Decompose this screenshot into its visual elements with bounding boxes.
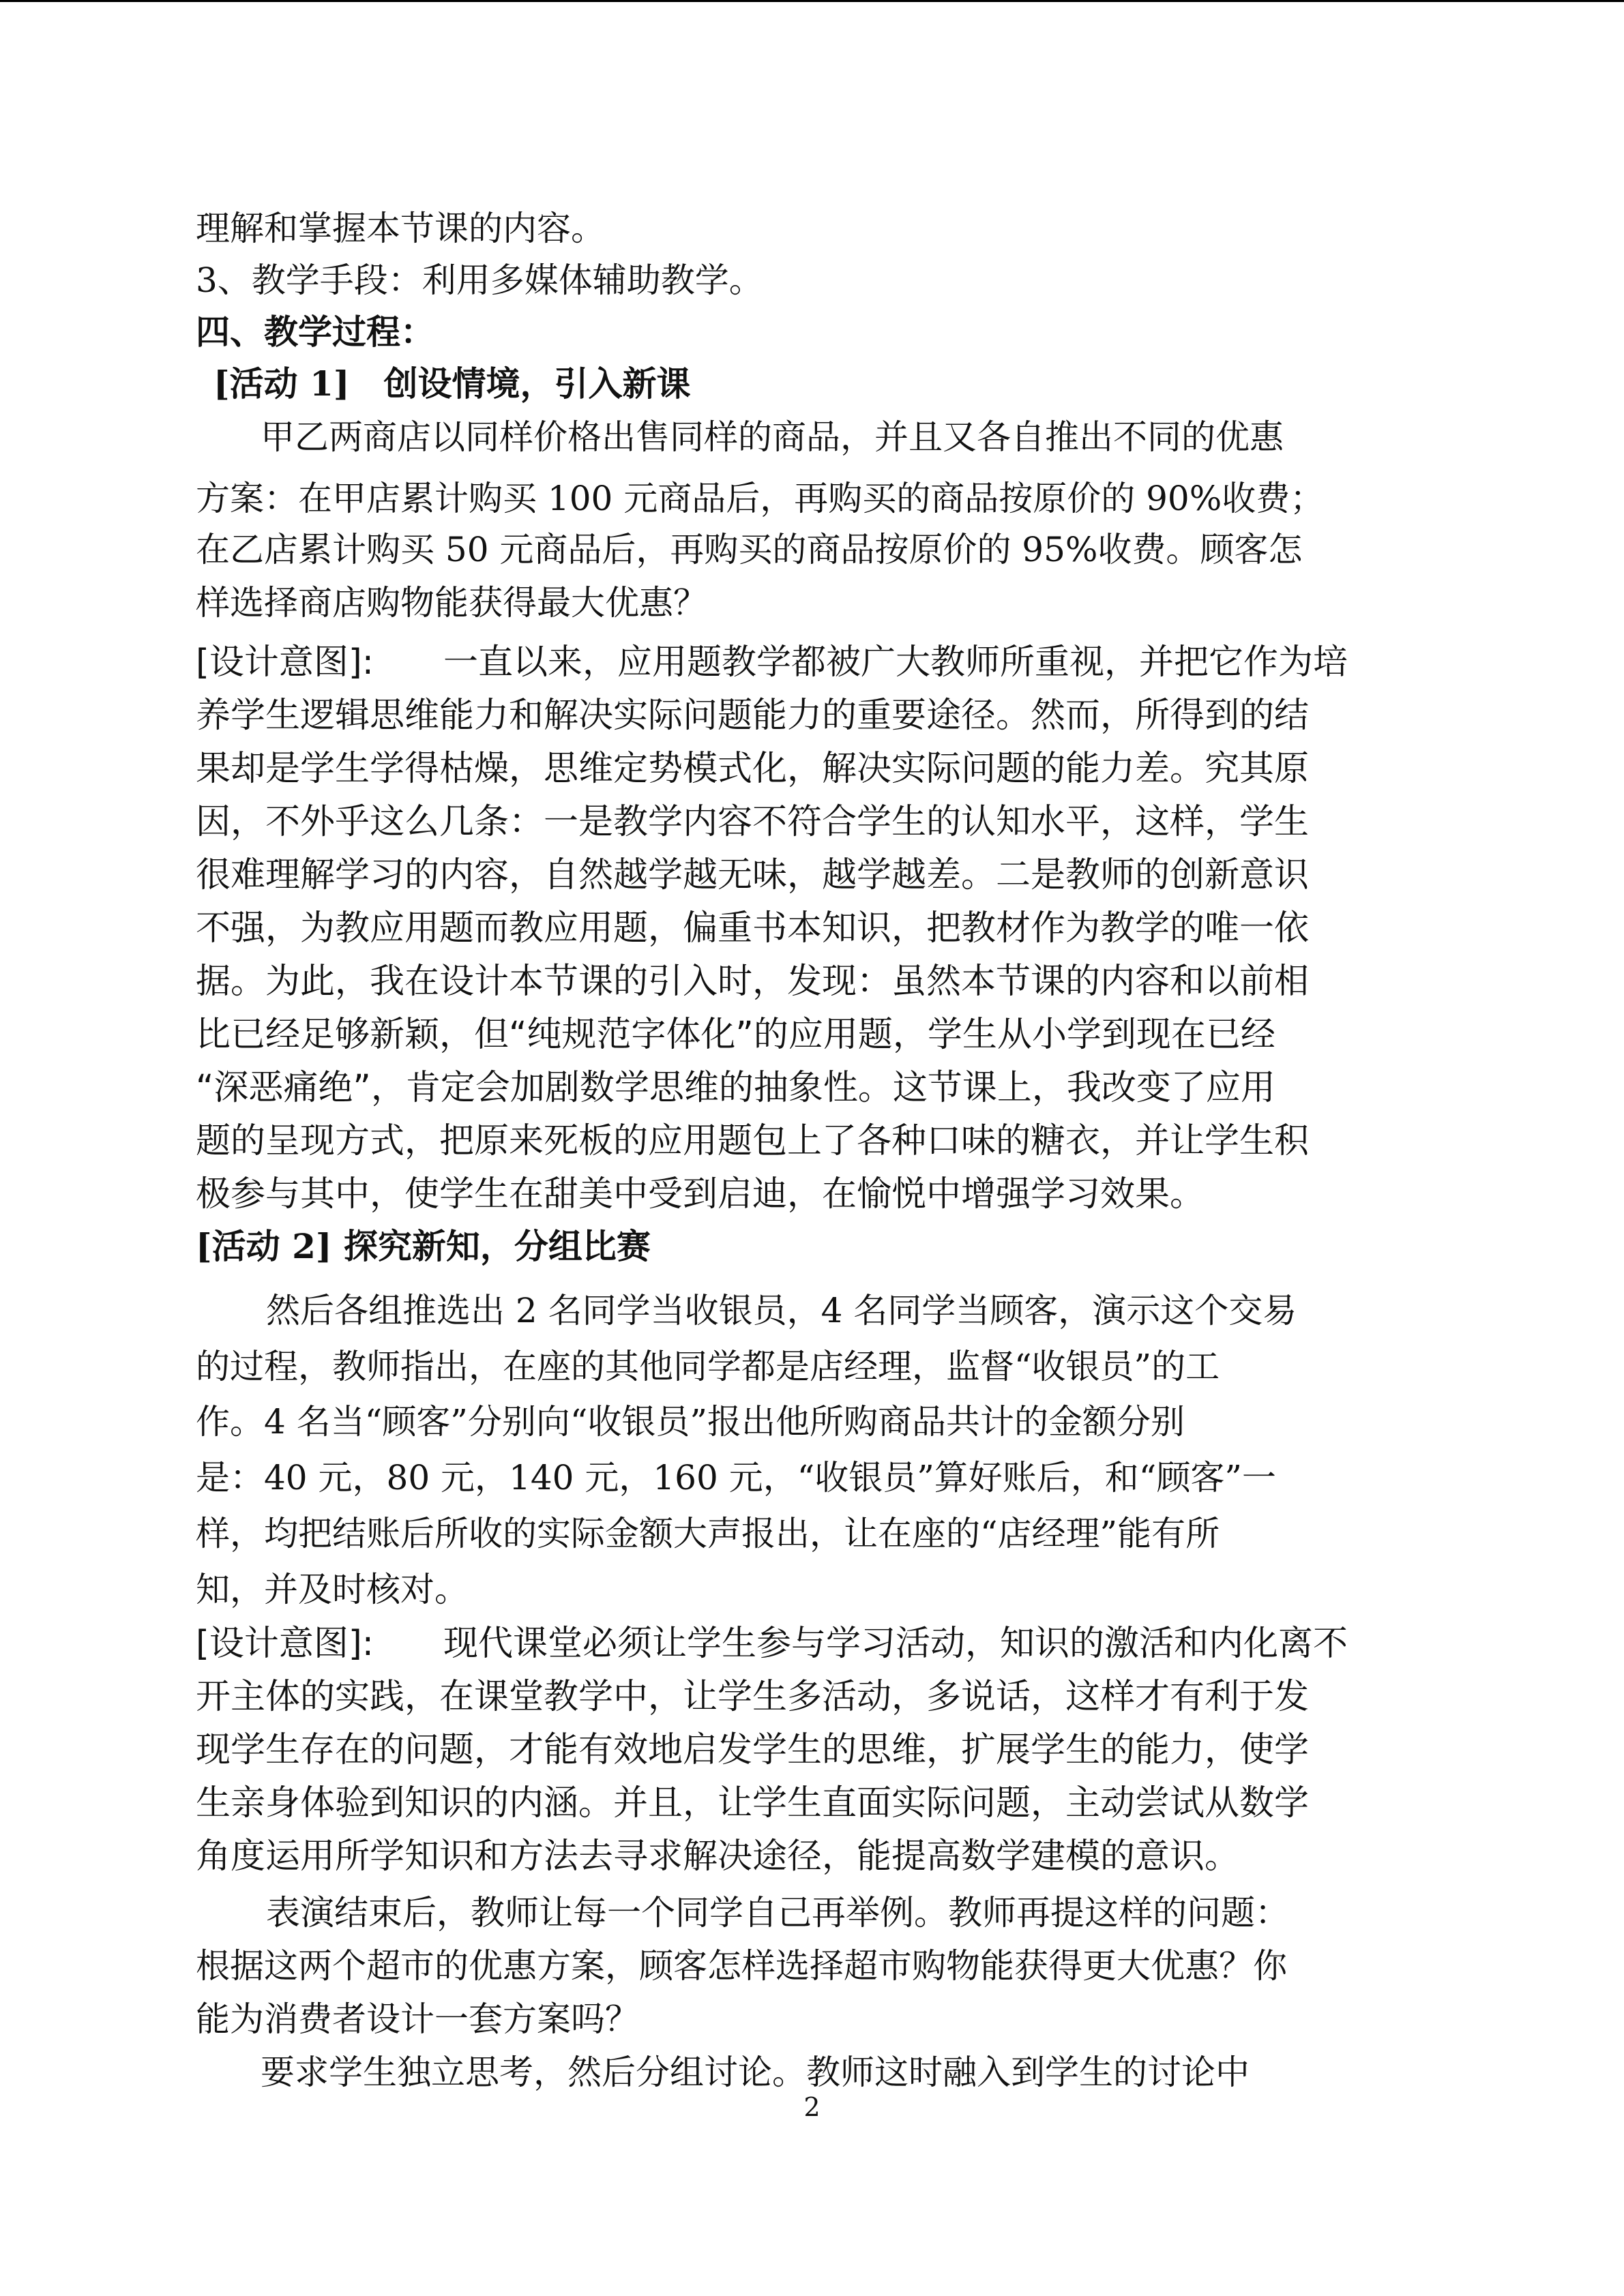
design-intent-line: 很难理解学习的内容，自然越学越无味，越学越差。二是教师的创新意识 [196,855,1310,895]
text-line: 知，并及时核对。 [196,1570,469,1609]
design-intent-line: 生亲身体验到知识的内涵。并且，让学生直面实际问题，主动尝试从数学 [196,1783,1310,1823]
design-intent-line: 因，不外乎这么几条：一是教学内容不符合学生的认知水平，这样，学生 [196,802,1310,842]
text-line: 样选择商店购物能获得最大优惠？ [196,583,707,623]
text-line: 要求学生独立思考，然后分组讨论。教师这时融入到学生的讨论中 [261,2053,1250,2092]
text-line: 能为消费者设计一套方案吗？ [196,1999,639,2039]
design-intent-line: 不强，为教应用题而教应用题，偏重书本知识，把教材作为教学的唯一依 [196,908,1310,949]
design-intent-line: 据。为此，我在设计本节课的引入时，发现：虽然本节课的内容和以前相 [196,961,1310,1002]
text-line: 3、教学手段：利用多媒体辅助教学。 [196,260,763,300]
text-line: 方案：在甲店累计购买 100 元商品后，再购买的商品按原价的 90%收费； [196,479,1325,518]
text-line: 甲乙两商店以同样价格出售同样的商品，并且又各自推出不同的优惠 [261,417,1284,457]
design-intent-line: 角度运用所学知识和方法去寻求解决途径，能提高数学建模的意识。 [196,1836,1240,1877]
section-heading: 四、教学过程： [196,312,434,352]
text-line: 作。4 名当“顾客”分别向“收银员”报出他所购商品共计的金额分别 [196,1402,1185,1442]
text-line: 根据这两个超市的优惠方案，顾客怎样选择超市购物能获得更大优惠？你 [196,1946,1287,1986]
activity-heading: [活动 1] 创设情境，引入新课 [213,363,691,404]
design-intent-line: 开主体的实践，在课堂教学中，让学生多活动，多说话，这样才有利于发 [196,1677,1310,1717]
design-intent-line: 养学生逻辑思维能力和解决实际问题能力的重要途径。然而，所得到的结 [196,696,1310,736]
activity-heading: [活动 2] 探究新知，分组比赛 [196,1226,651,1266]
design-intent-line: 极参与其中，使学生在甜美中受到启迪，在愉悦中增强学习效果。 [196,1174,1205,1214]
text-line: 理解和掌握本节课的内容。 [196,209,605,248]
design-intent-line: “深恶痛绝”，肯定会加剧数学思维的抽象性。这节课上，我改变了应用 [196,1068,1275,1108]
text-line: 表演结束后，教师让每一个同学自己再举例。教师再提这样的问题： [266,1893,1289,1933]
design-intent-line: 现学生存在的问题，才能有效地启发学生的思维，扩展学生的能力，使学 [196,1730,1310,1770]
design-intent-line: [设计意图]: 一直以来，应用题教学都被广大教师所重视，并把它作为培 [196,642,1348,683]
design-intent-line: 题的呈现方式，把原来死板的应用题包上了各种口味的糖衣，并让学生积 [196,1121,1310,1161]
page-number: 2 [803,2092,821,2122]
design-intent-line: [设计意图]: 现代课堂必须让学生参与学习活动，知识的激活和内化离不 [196,1624,1348,1664]
text-line: 在乙店累计购买 50 元商品后，再购买的商品按原价的 95%收费。顾客怎 [196,530,1303,569]
text-line: 是：40 元，80 元，140 元，160 元，“收银员”算好账后，和“顾客”一 [196,1458,1276,1497]
text-line: 样，均把结账后所收的实际金额大声报出，让在座的“店经理”能有所 [196,1514,1220,1553]
text-line: 然后各组推选出 2 名同学当收银员，4 名同学当顾客，演示这个交易 [266,1291,1297,1330]
text-line: 的过程，教师指出，在座的其他同学都是店经理，监督“收银员”的工 [196,1347,1220,1386]
design-intent-line: 比已经足够新颖，但“纯规范字体化”的应用题，学生从小学到现在已经 [196,1015,1275,1055]
design-intent-line: 果却是学生学得枯燥，思维定势模式化，解决实际问题的能力差。究其原 [196,749,1310,789]
